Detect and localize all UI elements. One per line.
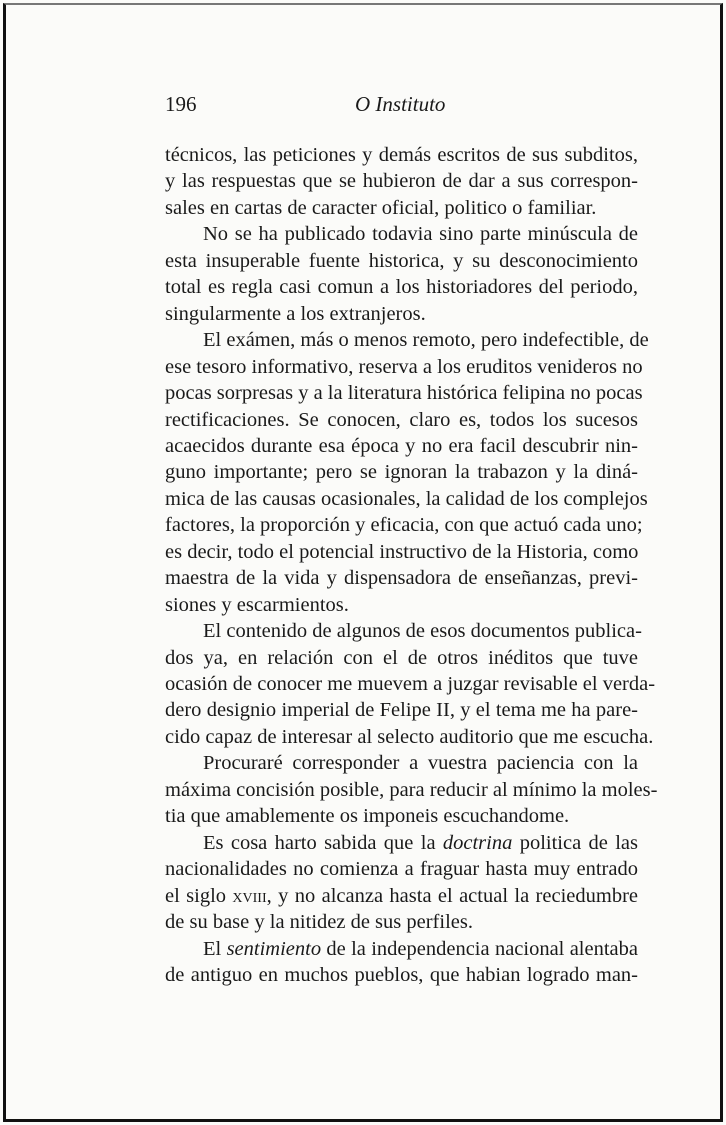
text-line: Es cosa harto sabida que la doctrina politica de las [203, 831, 638, 854]
text-line: ese tesoro informativo, reserva a los eruditos venideros no [165, 355, 643, 378]
text-line: acaecidos durante esa época y no era facil descubrir nin- [165, 434, 638, 457]
text-line: y las respuestas que se hubieron de dar a sus correspon- [165, 170, 638, 193]
text-line: de antiguo en muchos pueblos, que habian logrado man- [165, 963, 638, 986]
text-line: ocasión de conocer me muevem a juzgar revisable el verda- [165, 673, 656, 695]
text-line: guno importante; pero se ignoran la trabazon y la diná- [165, 461, 638, 484]
text-line: pocas sorpresas y a la literatura histórica felipina no pocas [165, 382, 643, 405]
text-line: dero designio imperial de Felipe II, y el tema me ha pare- [165, 699, 638, 722]
text-line: técnicos, las peticiones y demás escritos de sus subditos, [165, 144, 638, 166]
page-number: 196 [165, 92, 197, 116]
text-line: mica de las causas ocasionales, la calidad de los complejos [165, 487, 648, 510]
text-line: rectificaciones. Se conocen, claro es, todos los sucesos [165, 408, 638, 431]
text-line: El contenido de algunos de esos documentos publica- [203, 620, 642, 643]
emphasis: doctrina [442, 831, 513, 854]
text-line: esta insuperable fuente historica, y su desconocimiento [165, 249, 638, 272]
page-header [165, 92, 640, 122]
running-title: O Instituto [355, 92, 446, 116]
text-line: El sentimiento de la independencia nacional alentaba [203, 937, 638, 960]
text-line: No se ha publicado todavia sino parte minúscula de [203, 223, 638, 246]
text-line: sales en cartas de caracter oficial, politico o familiar. [165, 196, 597, 219]
small-caps: xviii [232, 884, 267, 907]
text-line: el siglo xviii, y no alcanza hasta el actual la reciedumbre [165, 884, 638, 907]
text-line: es decir, todo el potencial instructivo de la Historia, como [165, 540, 639, 563]
text-line: siones y escarmientos. [165, 593, 349, 616]
text-line: máxima concisión posible, para reducir al mínimo la moles- [165, 778, 658, 801]
text-line: El exámen, más o menos remoto, pero indefectible, de [203, 329, 649, 352]
text-line: singularmente a los extranjeros. [165, 302, 426, 325]
text-line: de su base y la nitidez de sus perfiles. [165, 911, 473, 934]
text-line: dos ya, en relación con el de otros inéditos que tuve [165, 646, 638, 669]
emphasis: sentimiento [226, 937, 322, 960]
text-line: nacionalidades no comienza a fraguar hasta muy entrado [165, 858, 638, 881]
text-line: tia que amablemente os imponeis escuchandome. [165, 805, 570, 828]
text-line: cido capaz de interesar al selecto auditorio que me escucha. [165, 725, 654, 748]
text-line: total es regla casi comun a los historiadores del periodo, [165, 276, 638, 299]
text-line: factores, la proporción y eficacia, con que actuó cada uno; [165, 514, 643, 537]
text-line: Procuraré corresponder a vuestra paciencia con la [203, 752, 638, 775]
text-line: maestra de la vida y dispensadora de enseñanzas, previ- [165, 567, 638, 590]
